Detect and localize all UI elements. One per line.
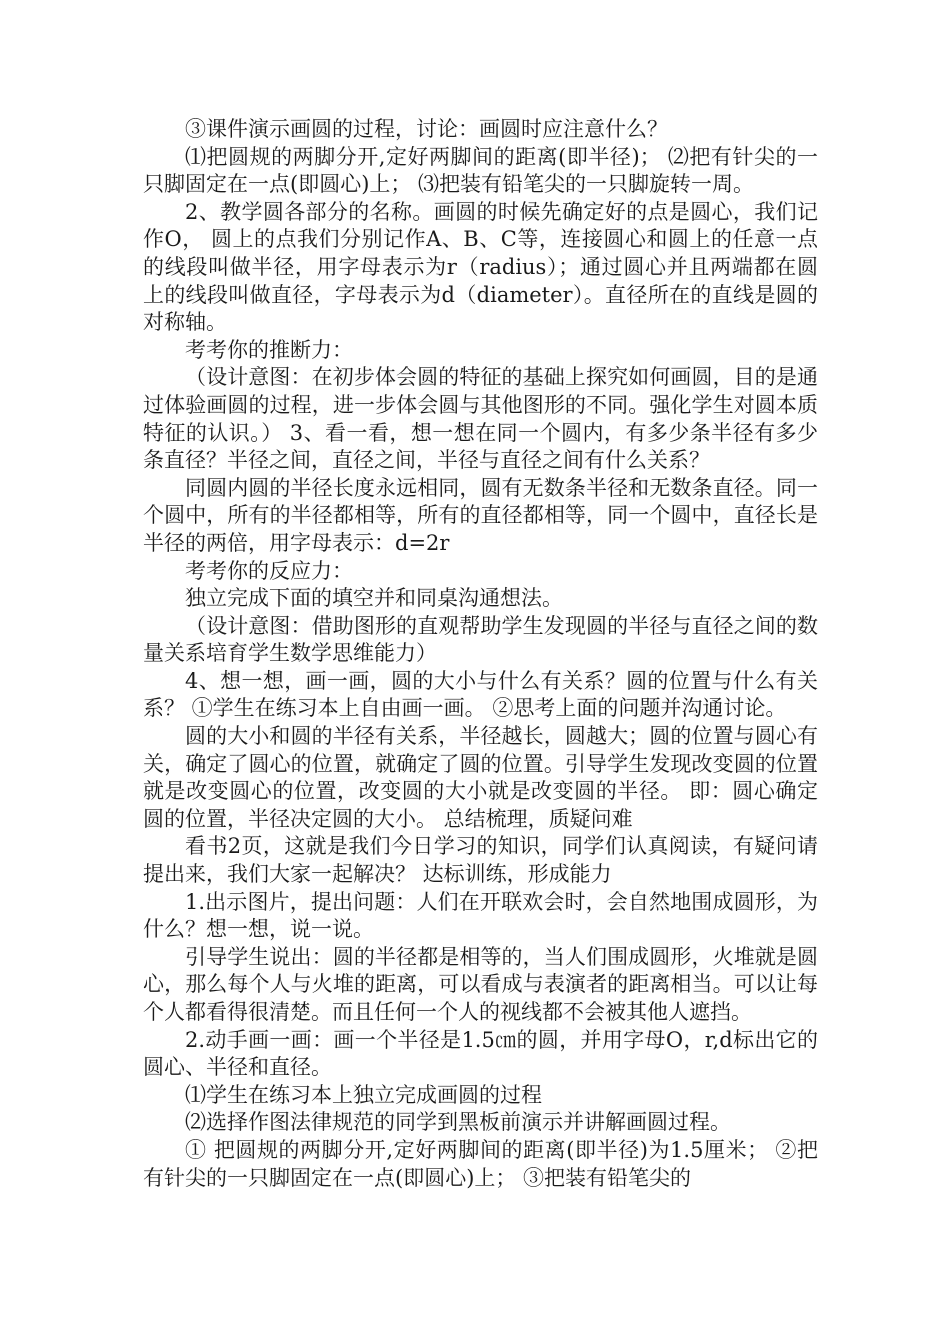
- paragraph: （设计意图：在初步体会圆的特征的基础上探究如何画圆，目的是通过体验画圆的过程，进一步体会圆与其他图形的不同。强化学生对圆本质特征的认识。） 3、看一看，想一想在同一个圆内，有多少条半径有多少条直径？半径之间，直径之间，半径与直径之间有什么关系？: [143, 365, 818, 473]
- paragraph: ⑵选择作图法律规范的同学到黑板前演示并讲解画圆过程。: [185, 1110, 731, 1135]
- paragraph: 2.动手画一画：画一个半径是1.5㎝的圆，并用字母O，r,d标出它的圆心、半径和直径。: [143, 1027, 818, 1080]
- paragraph: 独立完成下面的填空并和同桌沟通想法。: [185, 586, 563, 611]
- paragraph: ⑴把圆规的两脚分开,定好两脚间的距离(即半径)； ⑵把有针尖的一只脚固定在一点(即圆心)上； ⑶把装有铅笔尖的一只脚旋转一周。: [143, 144, 818, 197]
- paragraph: 同圆内圆的半径长度永远相同，圆有无数条半径和无数条直径。同一个圆中，所有的半径都相等，所有的直径都相等，同一个圆中，直径长是半径的两倍，用字母表示：d=2r: [143, 475, 818, 555]
- paragraph: 圆的大小和圆的半径有关系，半径越长，圆越大；圆的位置与圆心有关，确定了圆心的位置，就确定了圆的位置。引导学生发现改变圆的位置就是改变圆心的位置，改变圆的大小就是改变圆的半径。 即：圆心确定圆的位置，半径决定圆的大小。 总结梳理，质疑问难: [143, 724, 818, 831]
- paragraph: 4、想一想，画一画，圆的大小与什么有关系？圆的位置与什么有关系？ ①学生在练习本上自由画一画。 ②思考上面的问题并沟通讨论。: [143, 668, 818, 721]
- paragraph: 2、教学圆各部分的名称。画圆的时候先确定好的点是圆心，我们记作O， 圆上的点我们分别记作A、B、C等，连接圆心和圆上的任意一点的线段叫做半径，用字母表示为r（radius）；通过圆心并且两端都在圆上的线段叫做直径，字母表示为d（diameter）。直径所在的直线是圆的对称轴。: [143, 199, 818, 335]
- paragraph: ⑴学生在练习本上独立完成画圆的过程: [185, 1082, 542, 1107]
- paragraph: （设计意图：借助图形的直观帮助学生发现圆的半径与直径之间的数量关系培育学生数学思维能力）: [143, 613, 818, 666]
- paragraph: ① 把圆规的两脚分开,定好两脚间的距离(即半径)为1.5厘米； ②把有针尖的一只脚固定在一点(即圆心)上； ③把装有铅笔尖的: [143, 1137, 818, 1190]
- paragraph: 看书2页，这就是我们今日学习的知识，同学们认真阅读，有疑问请提出来，我们大家一起解决？ 达标训练，形成能力: [143, 834, 818, 887]
- paragraph: 1.出示图片，提出问题：人们在开联欢会时，会自然地围成圆形，为什么？想一想，说一说。: [143, 889, 818, 942]
- paragraph: 引导学生说出：圆的半径都是相等的，当人们围成圆形，火堆就是圆心，那么每个人与火堆的距离，可以看成与表演者的距离相当。可以让每个人都看得很清楚。而且任何一个人的视线都不会被其他人遮挡。: [143, 944, 818, 1024]
- paragraph: 考考你的推断力：: [185, 337, 353, 362]
- document-body: [143, 116, 818, 1192]
- paragraph: ③课件演示画圆的过程，讨论：画圆时应注意什么？: [185, 117, 668, 141]
- paragraph: 考考你的反应力：: [185, 558, 353, 583]
